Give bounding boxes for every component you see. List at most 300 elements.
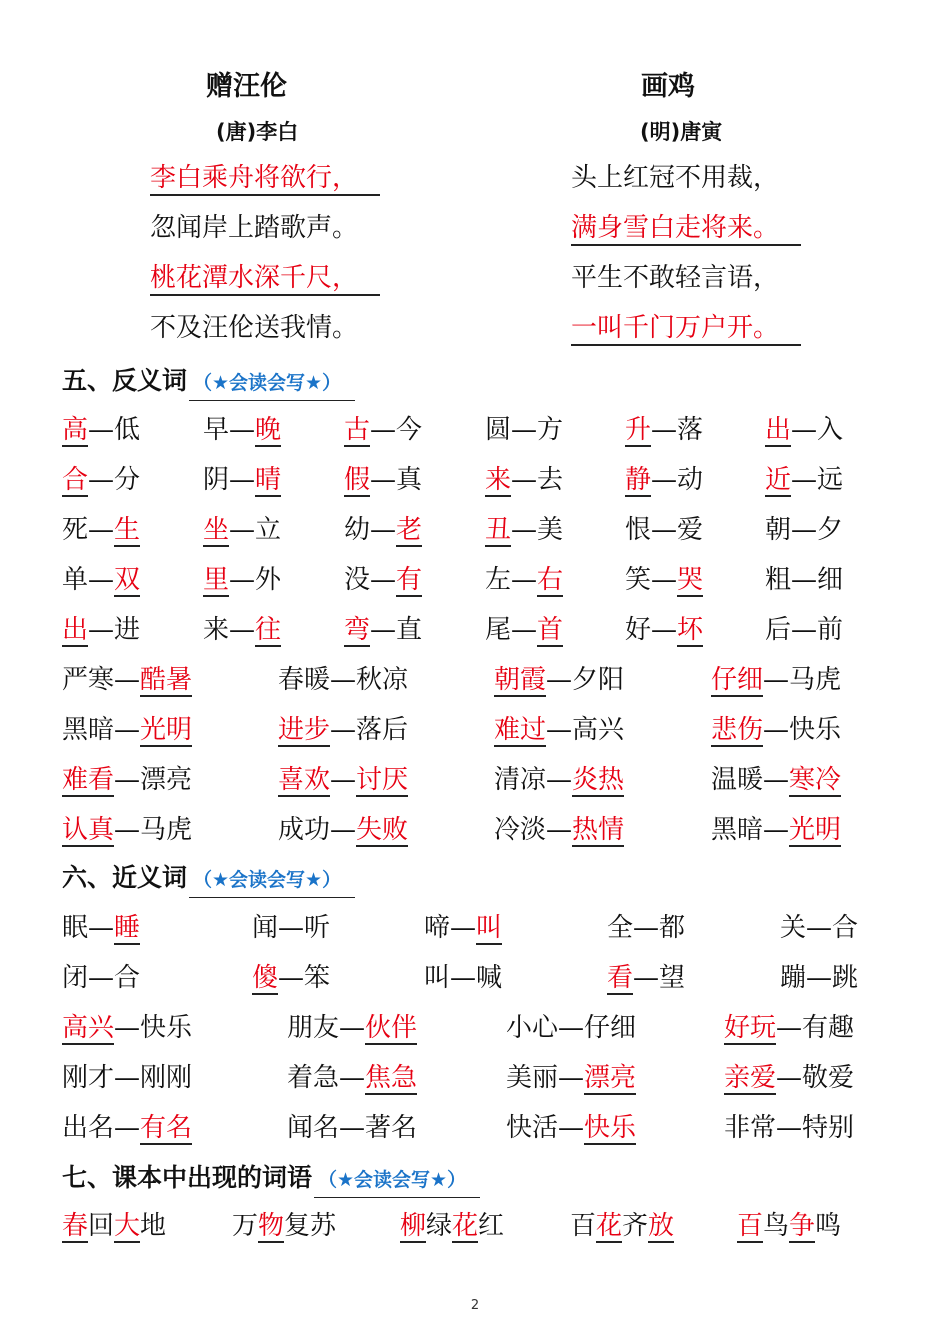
dash: —	[114, 815, 141, 845]
word: 小心	[506, 1013, 559, 1043]
dash: —	[114, 665, 141, 695]
answer-word: 花	[596, 1211, 623, 1241]
phrase	[570, 1208, 674, 1244]
synonym-pair	[252, 910, 330, 946]
dash: —	[806, 963, 833, 993]
dash: —	[339, 1013, 366, 1043]
answer-word: 来	[485, 465, 512, 495]
word: 远	[817, 465, 844, 495]
word: 红	[478, 1211, 505, 1241]
word: 闻	[252, 913, 279, 943]
poem-line-answer: 满身雪白走将来。	[571, 212, 801, 246]
synonym-pair	[506, 1110, 636, 1146]
answer-word: 难过	[494, 715, 547, 745]
antonym-pair	[62, 662, 192, 698]
antonym-pair	[765, 612, 843, 648]
synonym-pair	[424, 910, 502, 946]
dash: —	[114, 765, 141, 795]
antonym-pair	[62, 812, 192, 848]
dash: —	[511, 615, 538, 645]
answer-word: 古	[344, 415, 371, 445]
word: 百	[570, 1211, 597, 1241]
word: 真	[396, 465, 423, 495]
answer-word: 有	[396, 565, 423, 595]
answer-word: 亲爱	[724, 1063, 777, 1093]
answer-word: 坏	[677, 615, 704, 645]
synonym-pair	[607, 960, 685, 996]
answer-word: 有名	[140, 1113, 193, 1143]
word: 有趣	[802, 1013, 855, 1043]
synonym-pair	[287, 1110, 417, 1146]
poem-title: 赠汪伦	[206, 71, 287, 102]
word: 落	[677, 415, 704, 445]
word: 黑暗	[62, 715, 115, 745]
dash: —	[558, 1063, 585, 1093]
dash: —	[633, 963, 660, 993]
dash: —	[546, 815, 573, 845]
antonym-pair	[625, 412, 703, 448]
antonym-pair	[344, 562, 422, 598]
antonym-pair	[344, 412, 422, 448]
word: 绿	[426, 1211, 453, 1241]
word: 夕	[817, 515, 844, 545]
word: 快乐	[140, 1013, 193, 1043]
dash: —	[776, 1063, 803, 1093]
section-title: 五、反义词	[62, 366, 188, 395]
synonym-pair	[506, 1060, 636, 1096]
dash: —	[791, 615, 818, 645]
answer-word: 首	[537, 615, 564, 645]
answer-word: 仔细	[711, 665, 764, 695]
answer-word: 看	[607, 963, 634, 993]
antonym-pair	[765, 462, 843, 498]
dash: —	[330, 765, 357, 795]
dash: —	[370, 565, 397, 595]
antonym-pair	[625, 612, 703, 648]
answer-word: 悲伤	[711, 715, 764, 745]
answer-word: 生	[114, 515, 141, 545]
word: 漂亮	[140, 765, 193, 795]
dash: —	[114, 1113, 141, 1143]
poem-author: (明)唐寅	[640, 120, 723, 144]
antonym-pair	[344, 612, 422, 648]
answer-word: 放	[648, 1211, 675, 1241]
word: 朝	[765, 515, 792, 545]
word: 直	[396, 615, 423, 645]
dash: —	[558, 1013, 585, 1043]
dash: —	[511, 465, 538, 495]
dash: —	[511, 565, 538, 595]
antonym-pair	[765, 562, 843, 598]
word: 外	[255, 565, 282, 595]
answer-word: 百	[737, 1211, 764, 1241]
word: 朋友	[287, 1013, 340, 1043]
dash: —	[229, 415, 256, 445]
antonym-pair	[625, 462, 703, 498]
dash: —	[546, 715, 573, 745]
answer-word: 近	[765, 465, 792, 495]
word: 细	[817, 565, 844, 595]
answer-word: 丑	[485, 515, 512, 545]
poem-author: (唐)李白	[216, 120, 299, 144]
word: 鸟	[763, 1211, 790, 1241]
word: 去	[537, 465, 564, 495]
section-heading-synonyms	[62, 861, 355, 898]
antonym-pair	[344, 462, 422, 498]
antonym-pair	[62, 712, 192, 748]
dash: —	[651, 465, 678, 495]
word: 入	[817, 415, 844, 445]
word: 听	[304, 913, 331, 943]
word: 合	[832, 913, 859, 943]
antonym-pair	[62, 562, 140, 598]
word: 刚刚	[140, 1063, 193, 1093]
dash: —	[806, 913, 833, 943]
section-tag: （★会读会写★）	[189, 366, 355, 401]
antonym-pair	[203, 462, 281, 498]
dash: —	[88, 913, 115, 943]
word: 叫	[424, 963, 451, 993]
answer-word: 高	[62, 415, 89, 445]
dash: —	[330, 815, 357, 845]
section-tag: （★会读会写★）	[314, 1163, 480, 1198]
dash: —	[763, 815, 790, 845]
word: 鸣	[815, 1211, 842, 1241]
synonym-pair	[724, 1010, 854, 1046]
word: 圆	[485, 415, 512, 445]
poem-line: 头上红冠不用裁，	[571, 163, 780, 193]
word: 出名	[62, 1113, 115, 1143]
dash: —	[633, 913, 660, 943]
answer-word: 里	[203, 565, 230, 595]
dash: —	[278, 913, 305, 943]
dash: —	[88, 565, 115, 595]
dash: —	[339, 1063, 366, 1093]
phrase	[232, 1208, 336, 1244]
answer-word: 弯	[344, 615, 371, 645]
poem-line: 平生不敢轻言语，	[571, 263, 780, 293]
phrase	[62, 1208, 166, 1244]
dash: —	[651, 565, 678, 595]
poem-title: 画鸡	[641, 71, 695, 102]
word: 喊	[476, 963, 503, 993]
word: 夕阳	[572, 665, 625, 695]
word: 进	[114, 615, 141, 645]
word: 非常	[724, 1113, 777, 1143]
dash: —	[370, 515, 397, 545]
answer-word: 大	[114, 1211, 141, 1241]
word: 闭	[62, 963, 89, 993]
antonym-pair	[765, 412, 843, 448]
answer-word: 快乐	[584, 1113, 637, 1143]
section-heading-antonyms	[62, 364, 355, 401]
word: 温暖	[711, 765, 764, 795]
dash: —	[651, 615, 678, 645]
antonym-pair	[278, 712, 408, 748]
synonym-pair	[62, 1110, 192, 1146]
word: 快活	[506, 1113, 559, 1143]
antonym-pair	[711, 712, 841, 748]
answer-word: 叫	[476, 913, 503, 943]
dash: —	[651, 515, 678, 545]
dash: —	[370, 465, 397, 495]
antonym-pair	[62, 762, 192, 798]
phrase	[737, 1208, 841, 1244]
answer-word: 讨厌	[356, 765, 409, 795]
answer-word: 傻	[252, 963, 279, 993]
word: 刚才	[62, 1063, 115, 1093]
dash: —	[546, 765, 573, 795]
dash: —	[229, 565, 256, 595]
section-tag: （★会读会写★）	[189, 863, 355, 898]
dash: —	[88, 615, 115, 645]
dash: —	[511, 515, 538, 545]
answer-word: 右	[537, 565, 564, 595]
answer-word: 花	[452, 1211, 479, 1241]
answer-word: 合	[62, 465, 89, 495]
word: 眠	[62, 913, 89, 943]
word: 爱	[677, 515, 704, 545]
answer-word: 高兴	[62, 1013, 115, 1043]
word: 美丽	[506, 1063, 559, 1093]
antonym-pair	[62, 612, 140, 648]
word: 复	[284, 1211, 311, 1241]
antonym-pair	[62, 512, 140, 548]
answer-word: 春	[62, 1211, 89, 1241]
synonym-pair	[506, 1010, 636, 1046]
word: 没	[344, 565, 371, 595]
antonym-pair	[203, 512, 281, 548]
dash: —	[88, 515, 115, 545]
page-number: 2	[470, 1298, 480, 1313]
word: 清凉	[494, 765, 547, 795]
word: 幼	[344, 515, 371, 545]
synonym-pair	[62, 960, 140, 996]
word: 阴	[203, 465, 230, 495]
answer-word: 光明	[789, 815, 842, 845]
antonym-pair	[494, 812, 624, 848]
dash: —	[339, 1113, 366, 1143]
word: 前	[817, 615, 844, 645]
synonym-pair	[62, 910, 140, 946]
answer-word: 往	[255, 615, 282, 645]
word: 齐	[622, 1211, 649, 1241]
dash: —	[776, 1013, 803, 1043]
word: 合	[114, 963, 141, 993]
dash: —	[88, 963, 115, 993]
synonym-pair	[424, 960, 502, 996]
antonym-pair	[711, 762, 841, 798]
dash: —	[114, 715, 141, 745]
dash: —	[114, 1063, 141, 1093]
dash: —	[450, 913, 477, 943]
word: 单	[62, 565, 89, 595]
dash: —	[370, 415, 397, 445]
dash: —	[558, 1113, 585, 1143]
word: 死	[62, 515, 89, 545]
word: 回	[88, 1211, 115, 1241]
antonym-pair	[625, 562, 703, 598]
word: 来	[203, 615, 230, 645]
word: 后	[765, 615, 792, 645]
word: 高兴	[572, 715, 625, 745]
dash: —	[450, 963, 477, 993]
word: 立	[255, 515, 282, 545]
dash: —	[651, 415, 678, 445]
word: 美	[537, 515, 564, 545]
dash: —	[229, 465, 256, 495]
word: 动	[677, 465, 704, 495]
answer-word: 静	[625, 465, 652, 495]
answer-word: 双	[114, 565, 141, 595]
answer-word: 坐	[203, 515, 230, 545]
answer-word: 酷暑	[140, 665, 193, 695]
antonym-pair	[62, 462, 140, 498]
antonym-pair	[494, 762, 624, 798]
synonym-pair	[780, 960, 858, 996]
word: 跳	[832, 963, 859, 993]
answer-word: 漂亮	[584, 1063, 637, 1093]
antonym-pair	[203, 562, 281, 598]
synonym-pair	[724, 1110, 854, 1146]
phrase	[400, 1208, 504, 1244]
word: 关	[780, 913, 807, 943]
word: 仔细	[584, 1013, 637, 1043]
word: 严寒	[62, 665, 115, 695]
word: 地	[140, 1211, 167, 1241]
word: 好	[625, 615, 652, 645]
word: 秋凉	[356, 665, 409, 695]
synonym-pair	[607, 910, 685, 946]
synonym-pair	[252, 960, 330, 996]
word: 全	[607, 913, 634, 943]
word: 啼	[424, 913, 451, 943]
answer-word: 老	[396, 515, 423, 545]
antonym-pair	[278, 762, 408, 798]
word: 分	[114, 465, 141, 495]
dash: —	[229, 515, 256, 545]
word: 今	[396, 415, 423, 445]
dash: —	[763, 715, 790, 745]
antonym-pair	[485, 612, 563, 648]
word: 左	[485, 565, 512, 595]
dash: —	[114, 1013, 141, 1043]
answer-word: 失败	[356, 815, 409, 845]
word: 着急	[287, 1063, 340, 1093]
antonym-pair	[485, 562, 563, 598]
dash: —	[546, 665, 573, 695]
word: 尾	[485, 615, 512, 645]
synonym-pair	[62, 1060, 192, 1096]
dash: —	[791, 415, 818, 445]
answer-word: 物	[258, 1211, 285, 1241]
word: 敬爱	[802, 1063, 855, 1093]
word: 粗	[765, 565, 792, 595]
poem-line: 不及汪伦送我情。	[150, 313, 359, 343]
antonym-pair	[711, 812, 841, 848]
answer-word: 难看	[62, 765, 115, 795]
section-heading-textbook	[62, 1161, 480, 1198]
synonym-pair	[62, 1010, 192, 1046]
poem-line-answer: 李白乘舟将欲行，	[150, 162, 380, 196]
word: 闻名	[287, 1113, 340, 1143]
answer-word: 哭	[677, 565, 704, 595]
answer-word: 喜欢	[278, 765, 331, 795]
antonym-pair	[765, 512, 843, 548]
word: 苏	[310, 1211, 337, 1241]
synonym-pair	[724, 1060, 854, 1096]
dash: —	[511, 415, 538, 445]
answer-word: 光明	[140, 715, 193, 745]
word: 成功	[278, 815, 331, 845]
word: 冷淡	[494, 815, 547, 845]
antonym-pair	[625, 512, 703, 548]
dash: —	[370, 615, 397, 645]
word: 万	[232, 1211, 259, 1241]
word: 方	[537, 415, 564, 445]
dash: —	[763, 765, 790, 795]
word: 马虎	[789, 665, 842, 695]
word: 黑暗	[711, 815, 764, 845]
word: 望	[659, 963, 686, 993]
answer-word: 出	[765, 415, 792, 445]
answer-word: 晚	[255, 415, 282, 445]
answer-word: 热情	[572, 815, 625, 845]
answer-word: 升	[625, 415, 652, 445]
antonym-pair	[344, 512, 422, 548]
dash: —	[330, 715, 357, 745]
word: 著名	[365, 1113, 418, 1143]
dash: —	[330, 665, 357, 695]
word: 快乐	[789, 715, 842, 745]
answer-word: 晴	[255, 465, 282, 495]
word: 落后	[356, 715, 409, 745]
word: 早	[203, 415, 230, 445]
antonym-pair	[278, 662, 408, 698]
answer-word: 焦急	[365, 1063, 418, 1093]
section-title: 七、课本中出现的词语	[62, 1163, 313, 1192]
answer-word: 进步	[278, 715, 331, 745]
antonym-pair	[203, 412, 281, 448]
poem-line: 忽闻岸上踏歌声。	[150, 213, 359, 243]
synonym-pair	[287, 1060, 417, 1096]
dash: —	[791, 565, 818, 595]
word: 笨	[304, 963, 331, 993]
dash: —	[776, 1113, 803, 1143]
antonym-pair	[485, 512, 563, 548]
word: 马虎	[140, 815, 193, 845]
antonym-pair	[203, 612, 281, 648]
antonym-pair	[485, 462, 563, 498]
answer-word: 寒冷	[789, 765, 842, 795]
word: 春暖	[278, 665, 331, 695]
antonym-pair	[278, 812, 408, 848]
word: 低	[114, 415, 141, 445]
word: 都	[659, 913, 686, 943]
dash: —	[88, 465, 115, 495]
dash: —	[278, 963, 305, 993]
answer-word: 假	[344, 465, 371, 495]
dash: —	[791, 515, 818, 545]
synonym-pair	[287, 1010, 417, 1046]
dash: —	[791, 465, 818, 495]
answer-word: 好玩	[724, 1013, 777, 1043]
dash: —	[88, 415, 115, 445]
antonym-pair	[485, 412, 563, 448]
answer-word: 炎热	[572, 765, 625, 795]
answer-word: 睡	[114, 913, 141, 943]
antonym-pair	[494, 662, 624, 698]
